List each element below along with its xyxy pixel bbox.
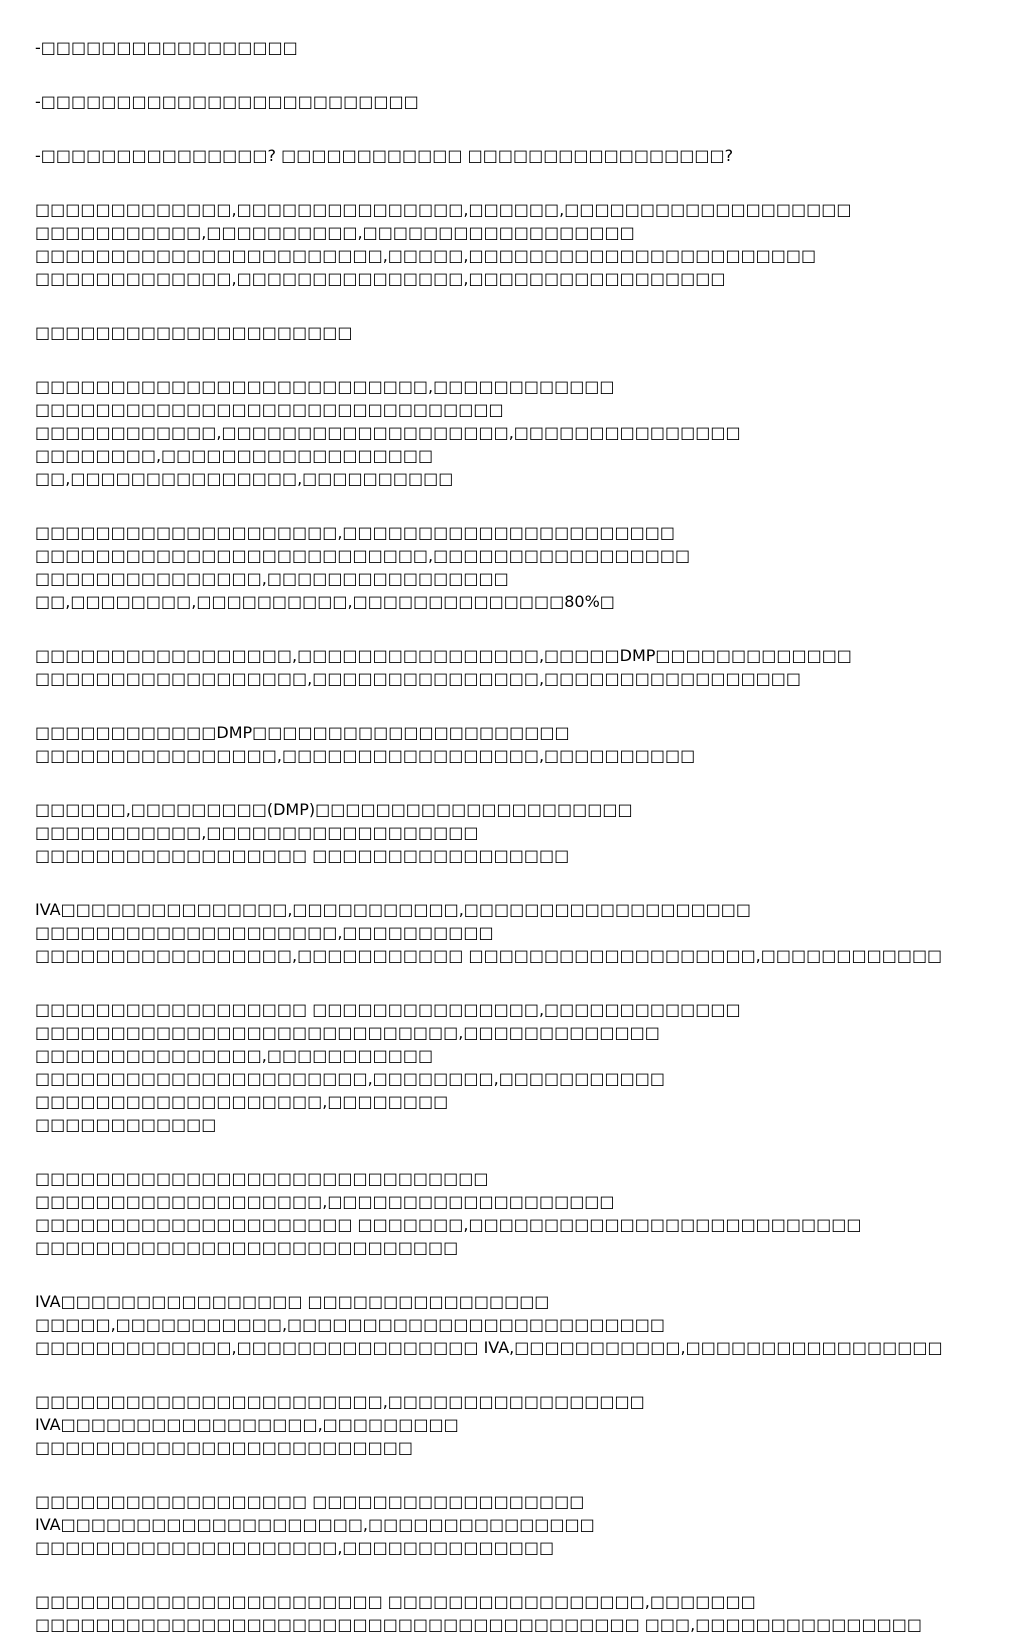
paragraph-14: IVA□□□□□□□□□□□□□□□□ □□□□□□□□□□□□□□□□ □□□□□,□□□□□□□□□□□,□□□□□□□□□□□□□□□□□□□□□□□□□ □□□□□□□□□□□□□,□□□□□□□□□□□□□□□□ IVA,□□□□□□□□□□□,□□□□□□□□□□□□□□□□□ (35, 1292, 943, 1357)
paragraph-8: □□□□□□□□□□□□□□□□□,□□□□□□□□□□□□□□□□,□□□□□DMP□□□□□□□□□□□□□ □□□□□□□□□□□□□□□□□□,□□□□□□□□□□□□□□□,□□□□□□□□□□□□□□□□□ (35, 646, 852, 688)
paragraph-5: □□□□□□□□□□□□□□□□□□□□□ (35, 323, 353, 342)
paragraph-10: □□□□□□,□□□□□□□□□(DMP)□□□□□□□□□□□□□□□□□□□□□ □□□□□□□□□□□,□□□□□□□□□□□□□□□□□□ □□□□□□□□□□□□□□□□□□ □□□□□□□□□□□□□□□□□ (35, 800, 633, 865)
paragraph-7: □□□□□□□□□□□□□□□□□□□□,□□□□□□□□□□□□□□□□□□□□□□ □□□□□□□□□□□□□□□□□□□□□□□□□□,□□□□□□□□□□□□□□□□□ □□□□□□□□□□□□□□□,□□□□□□□□□□□□□□□□ □□,□□□□□□□□,□□□□□□□□□□,□□□□□□□□□□□□□□80%□ (35, 523, 691, 611)
paragraph-17: □□□□□□□□□□□□□□□□□□□□□□□ □□□□□□□□□□□□□□□□□,□□□□□□□ □□□□□□□□□□□□□□□□□□□□□□□□□□□□□□□□□□□□□□□□ □□□,□□□□□□□□□□□□□□□ (35, 1592, 922, 1634)
paragraph-11: IVA□□□□□□□□□□□□□□□,□□□□□□□□□□□,□□□□□□□□□□□□□□□□□□□ □□□□□□□□□□□□□□□□□□□□,□□□□□□□□□□ □□□□□□□□□□□□□□□□□,□□□□□□□□□□□ □□□□□□□□□□□□□□□□□□□,□□□□□□□□□□□□ (35, 900, 943, 965)
paragraph-9: □□□□□□□□□□□□DMP□□□□□□□□□□□□□□□□□□□□□ □□□□□□□□□□□□□□□□,□□□□□□□□□□□□□□□□□,□□□□□□□□□□ (35, 723, 696, 765)
paragraph-15: □□□□□□□□□□□□□□□□□□□□□□□,□□□□□□□□□□□□□□□□□ IVA□□□□□□□□□□□□□□□□□,□□□□□□□□□ □□□□□□□□□□□□□□□□□□□□□□□□□ (35, 1392, 645, 1457)
document-body (35, 36, 995, 1636)
paragraph-16: □□□□□□□□□□□□□□□□□□ □□□□□□□□□□□□□□□□□□ IVA□□□□□□□□□□□□□□□□□□□□,□□□□□□□□□□□□□□□ □□□□□□□□□□□□□□□□□□□□,□□□□□□□□□□□□□□ (35, 1492, 595, 1557)
paragraph-3: -□□□□□□□□□□□□□□□? □□□□□□□□□□□□ □□□□□□□□□□□□□□□□□? (35, 146, 734, 165)
paragraph-2: -□□□□□□□□□□□□□□□□□□□□□□□□□ (35, 92, 419, 111)
paragraph-6: □□□□□□□□□□□□□□□□□□□□□□□□□□,□□□□□□□□□□□□ □□□□□□□□□□□□□□□□□□□□□□□□□□□□□□□ □□□□□□□□□□□□,□□□□□□□□□□□□□□□□□□□,□□□□□□□□□□□□□□□ □□□□□□□□,□□□□□□□□□□□□□□□□□□ □□,□□□□□□□□□□□□□□□,□□□□□□□□□□ (35, 377, 741, 488)
paragraph-1: -□□□□□□□□□□□□□□□□□ (35, 38, 298, 57)
paragraph-4: □□□□□□□□□□□□□,□□□□□□□□□□□□□□□,□□□□□□,□□□□□□□□□□□□□□□□□□□ □□□□□□□□□□□,□□□□□□□□□□,□□□□□□□□□□□□□□□□□□ □□□□□□□□□□□□□□□□□□□□□□□,□□□□□,□□□□□□□□□□□□□□□□□□□□□□□ □□□□□□□□□□□□□,□□□□□□□□□□□□□□□,□□□□□□□□□□□□□□□□□ (35, 200, 852, 288)
paragraph-12: □□□□□□□□□□□□□□□□□□ □□□□□□□□□□□□□□□,□□□□□□□□□□□□□ □□□□□□□□□□□□□□□□□□□□□□□□□□□□,□□□□□□□□□□□□□ □□□□□□□□□□□□□□□,□□□□□□□□□□□ □□□□□□□□□□□□□□□□□□□□□□,□□□□□□□□,□□□□□□□□□□□ □□□□□□□□□□□□□□□□□□□,□□□□□□□□ □□□□□□□□□□□□ (35, 1000, 741, 1134)
paragraph-13: □□□□□□□□□□□□□□□□□□□□□□□□□□□□□□ □□□□□□□□□□□□□□□□□□□,□□□□□□□□□□□□□□□□□□□ □□□□□□□□□□□□□□□□□□□□□ □□□□□□□,□□□□□□□□□□□□□□□□□□□□□□□□□□ □□□□□□□□□□□□□□□□□□□□□□□□□□□□ (35, 1169, 862, 1257)
